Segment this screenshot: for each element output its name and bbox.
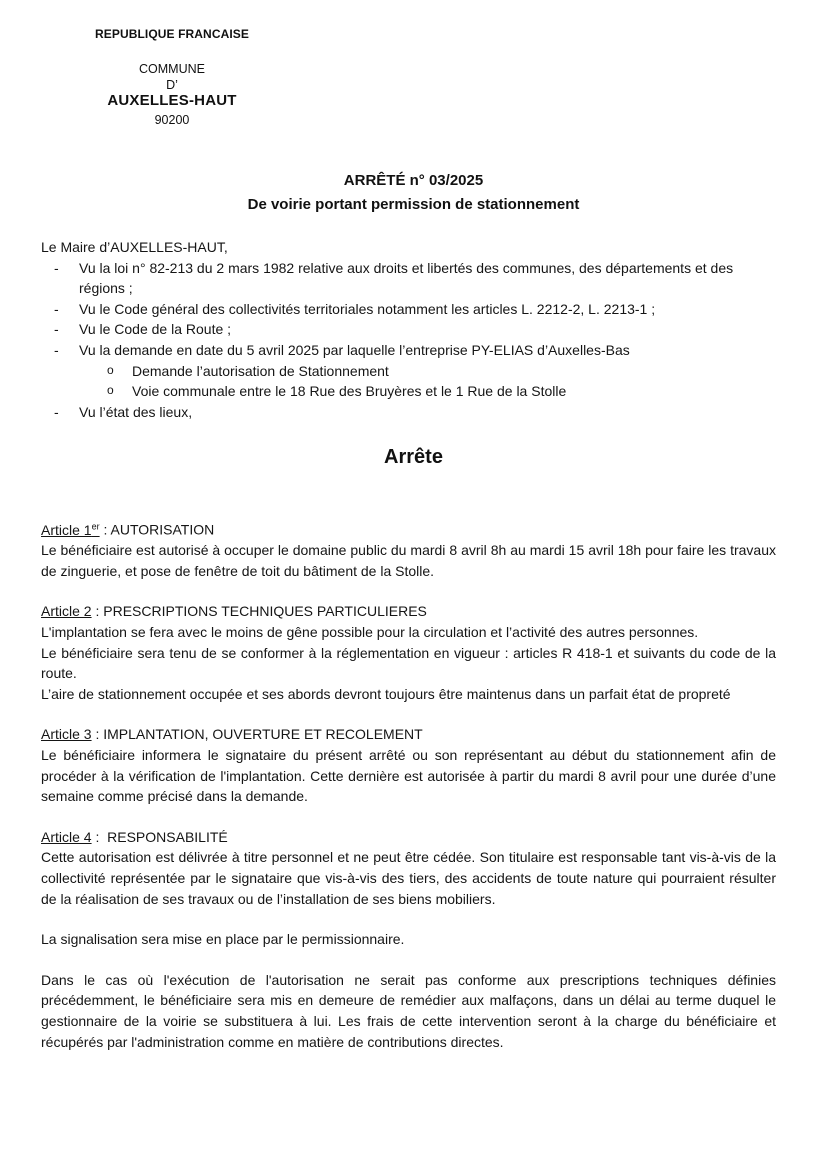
vu-item: - Vu le Code de la Route ; [41, 319, 781, 340]
article-heading: Article 3 : IMPLANTATION, OUVERTURE ET RECOLEMENT [41, 726, 423, 743]
vu-item: - Vu la demande en date du 5 avril 2025 par laquelle l’entreprise PY-ELIAS d’Auxelles-Bas [41, 340, 781, 361]
vu-item: - Vu l’état des lieux, [41, 402, 781, 423]
article-2 [41, 601, 776, 704]
signalisation-paragraph: La signalisation sera mise en place par le permissionnaire. [41, 931, 405, 948]
execution-paragraph: Dans le cas où l'exécution de l'autorisation ne serait pas conforme aux prescriptions techniques définies précédemment, le bénéficiaire sera mis en demeure de remédier aux malfaçons, dans un délai au terme duquel le gestionnaire de la voirie se substituera à lui. Les frais de cette intervention seront à la charge du bénéficiaire et récupérés par l'administration comme en matière de contributions directes. [41, 971, 776, 1050]
commune-label: COMMUNE [139, 62, 205, 76]
maire-line: Le Maire d’AUXELLES-HAUT, [41, 239, 228, 255]
article-number: Article 4 [41, 828, 92, 845]
postal-code: 90200 [154, 113, 190, 127]
article-4 [41, 827, 776, 909]
arrete-heading: Arrête [384, 446, 443, 468]
sub-item: o Demande l’autorisation de Stationnement [132, 361, 781, 382]
commune-de-label: D’ [166, 78, 178, 92]
article-sup: er [91, 521, 100, 531]
article-heading: Article 1er : AUTORISATION [41, 521, 215, 538]
article-number: Article 1er [41, 521, 100, 538]
article-number: Article 2 [41, 603, 92, 620]
article-heading: Article 2 : PRESCRIPTIONS TECHNIQUES PARTICULIERES [41, 603, 427, 620]
sub-item: o Voie communale entre le 18 Rue des Bruyères et le 1 Rue de la Stolle [132, 381, 781, 402]
article-paragraph: Le bénéficiaire est autorisé à occuper le domaine public du mardi 8 avril 8h au mardi 15 avril 18h pour faire les travaux de zinguerie, et pose de fenêtre de toit du bâtiment de la Stolle. [41, 542, 776, 579]
article-paragraph: L’aire de stationnement occupée et ses abords devront toujours être maintenus dans un parfait état de propreté [41, 685, 731, 702]
article-paragraph: Le bénéficiaire sera tenu de se conformer à la réglementation en vigueur : articles R 418-1 et suivants du code de la route. [41, 644, 776, 682]
article-title: IMPLANTATION, OUVERTURE ET RECOLEMENT [103, 726, 423, 743]
arrete-number-title: ARRÊTÉ n° 03/2025 [343, 172, 484, 189]
republique-label: REPUBLIQUE FRANCAISE [94, 27, 249, 41]
article-paragraph: Le bénéficiaire informera le signataire du présent arrêté ou son représentant au début du stationnement afin de procéder à la vérification de l'implantation. Cette dernière est autorisée à partir du mardi 8 avril pour une durée d’une semaine comme précisé dans la demande. [41, 747, 776, 805]
article-paragraph: L'implantation se fera avec le moins de gêne possible pour la circulation et l’activité des autres personnes. [41, 624, 699, 641]
intro-section [41, 237, 781, 422]
vu-list-end [41, 402, 781, 423]
article-paragraph: Cette autorisation est délivrée à titre personnel et ne peut être cédée. Son titulaire est responsable tant vis-à-vis de la collectivité représentée par le signataire que vis-à-vis des tiers, des accidents de toute nature qui pourraient résulter de la réalisation de ses travaux ou de l’installation de ses biens mobiliers. [41, 849, 776, 907]
vu-list [41, 258, 781, 361]
article-heading: Article 4 : RESPONSABILITÉ [41, 828, 228, 845]
article-title: AUTORISATION [110, 521, 215, 538]
articles-section [41, 516, 776, 1072]
vu-item: - Vu la loi n° 82-213 du 2 mars 1982 relative aux droits et libertés des communes, des départements et des régions ; [41, 258, 781, 299]
article-title: PRESCRIPTIONS TECHNIQUES PARTICULIERES [103, 603, 427, 620]
commune-name: AUXELLES-HAUT [107, 92, 237, 109]
arrete-subject-title: De voirie portant permission de stationnement [247, 196, 580, 213]
article-number: Article 3 [41, 726, 92, 743]
article-3 [41, 724, 776, 806]
vu-item: - Vu le Code général des collectivités territoriales notamment les articles L. 2212-2, L. 2213-1 ; [41, 299, 781, 320]
demande-sub-list [41, 361, 781, 402]
article-title: RESPONSABILITÉ [107, 828, 228, 845]
article-1 [41, 516, 776, 581]
